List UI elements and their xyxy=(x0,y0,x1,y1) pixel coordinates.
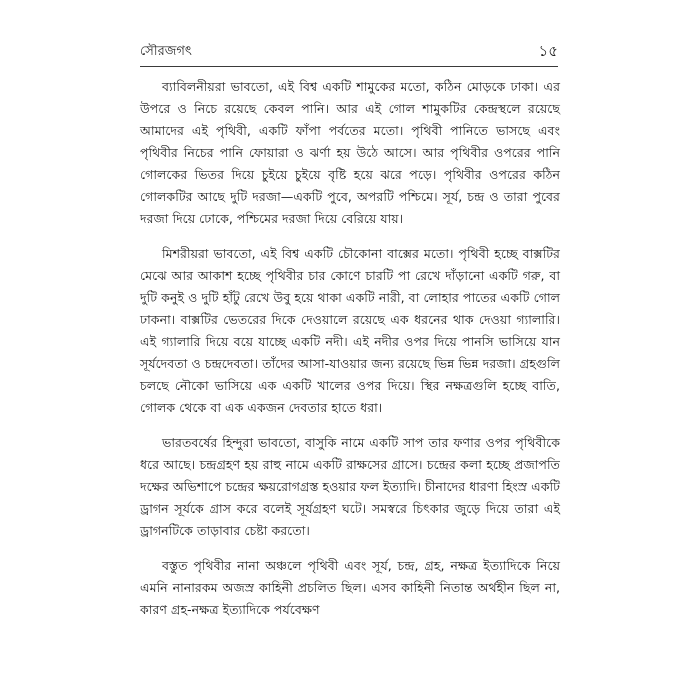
page-number: ১৫ xyxy=(538,42,558,60)
body-text xyxy=(140,76,560,634)
running-header xyxy=(140,40,558,64)
paragraph-conclusion: বস্তুত পৃথিবীর নানা অঞ্চলে পৃথিবী এবং সূর্য, চন্দ্র, গ্রহ, নক্ষত্র ইত্যাদিকে নিয়ে এমনি নানারকম অজস্র কাহিনী প্রচলিত ছিল। এসব কাহিনী নিতান্ত অর্থহীন ছিল না, কারণ গ্রহ-নক্ষত্র ইত্যাদিকে পর্যবেক্ষণ xyxy=(140,558,560,617)
paragraph-indian-chinese: ভারতবর্ষের হিন্দুরা ভাবতো, বাসুকি নামে একটি সাপ তার ফণার ওপর পৃথিবীকে ধরে আছে। চন্দ্রগ্রহণ হয় রাহু নামে একটি রাক্ষসের গ্রাসে। চন্দ্রের কলা হচ্ছে প্রজাপতি দক্ষের অভিশাপে চন্দ্রের ক্ষয়রোগগ্রস্ত হওয়ার ফল ইত্যাদি। চীনাদের ধারণা হিংস্র একটি ড্রাগন সূর্যকে গ্রাস করে বলেই সূর্যগ্রহণ ঘটে। সমস্বরে চিৎকার জুড়ে দিয়ে তারা এই ড্রাগনটিকে তাড়াবার চেষ্টা করতো। xyxy=(140,435,560,538)
running-title: সৌরজগৎ xyxy=(140,44,192,59)
paragraph-babylonian: ব্যাবিলনীয়রা ভাবতো, এই বিশ্ব একটি শামুকের মতো, কঠিন মোড়কে ঢাকা। এর উপরে ও নিচে রয়েছে কেবল পানি। আর এই গোল শামুকটির কেন্দ্রস্থলে রয়েছে আমাদের এই পৃথিবী, একটি ফাঁপা পর্বতের মতো। পৃথিবী পানিতে ভাসছে এবং পৃথিবীর নিচের পানি ফোয়ারা ও ঝর্ণা হয় উঠে আসে। আর পৃথিবীর ওপরের পানি গোলকের ভিতর দিয়ে চুইয়ে চুইয়ে বৃষ্টি হয়ে ঝরে পড়ে। পৃথিবীর ওপরের কঠিন গোলকটির আছে দুটি দরজা—একটি পুবে, অপরটি পশ্চিমে। সূর্য, চন্দ্র ও তারা পুবের দরজা দিয়ে ঢোকে, পশ্চিমের দরজা দিয়ে বেরিয়ে যায়। xyxy=(140,79,560,226)
header-rule xyxy=(140,66,558,67)
paragraph-egyptian: মিশরীয়রা ভাবতো, এই বিশ্ব একটি চৌকোনা বাক্সের মতো। পৃথিবী হচ্ছে বাক্সটির মেঝে আর আকাশ হচ্ছে পৃথিবীর চার কোণে চারটি পা রেখে দাঁড়ানো একটি গরু, বা দুটি কনুই ও দুটি হাঁটু রেখে উবু হয়ে থাকা একটি নারী, বা লোহার পাতের একটি গোল ঢাকনা। বাক্সটির ভেতরের দিকে দেওয়ালে রয়েছে এক ধরনের থাক দেওয়া গ্যালারি। এই গ্যালারি দিয়ে বয়ে যাচ্ছে একটি নদী। এই নদীর ওপর দিয়ে পানসি ভাসিয়ে যান সূর্যদেবতা ও চন্দ্রদেবতা। তাঁদের আসা-যাওয়ার জন্য রয়েছে ভিন্ন ভিন্ন দরজা। গ্রহগুলি চলছে নৌকো ভাসিয়ে এক একটি খালের ওপর দিয়ে। স্থির নক্ষত্রগুলি হচ্ছে বাতি, গোলক থেকে বা এক একজন দেবতার হাতে ধরা। xyxy=(140,246,560,415)
